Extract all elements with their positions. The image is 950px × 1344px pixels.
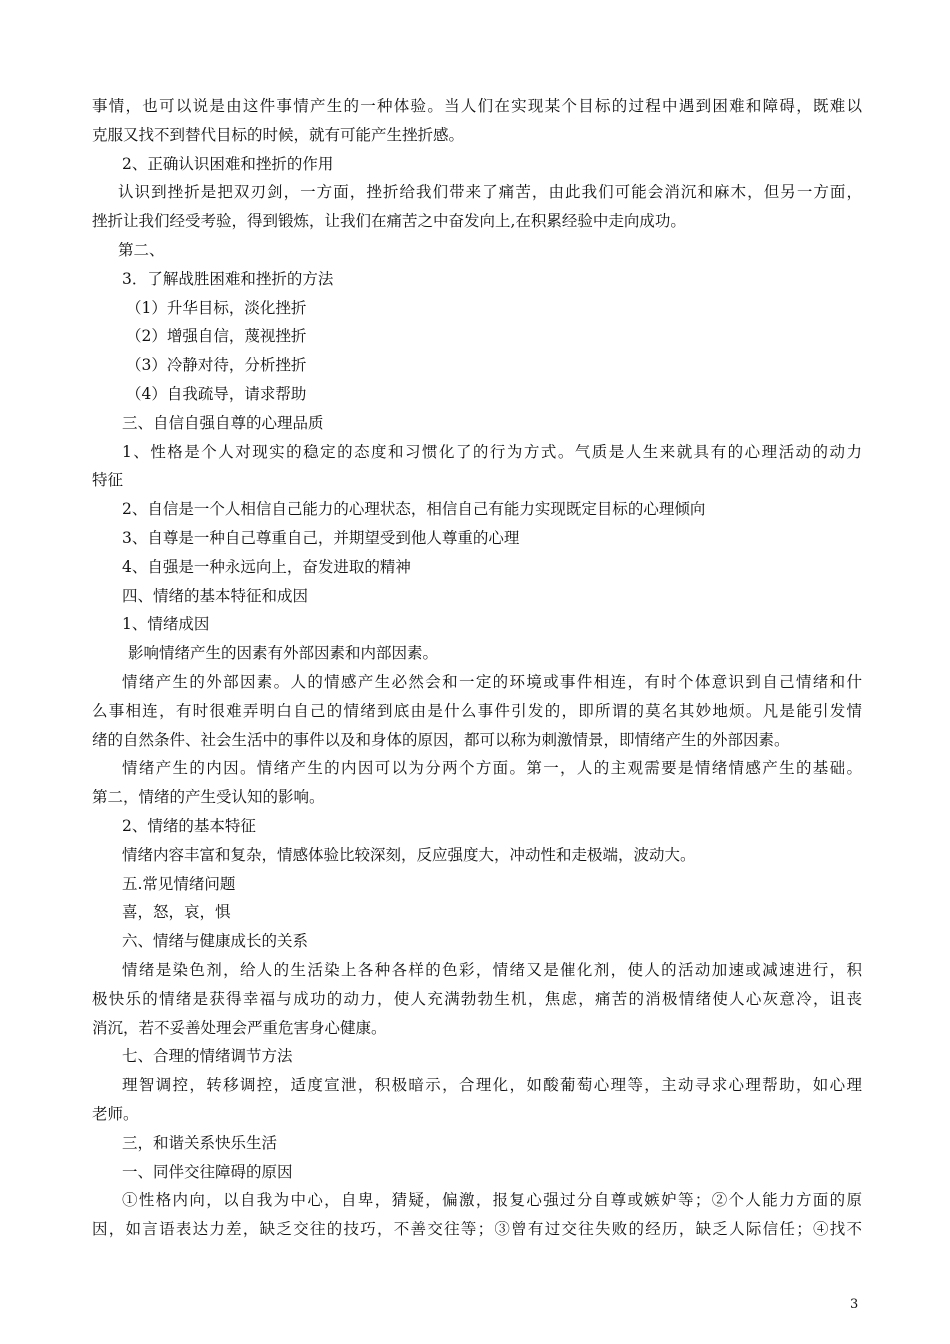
- text-line: （1）升华目标，淡化挫折: [126, 299, 307, 317]
- text-line: 1、情绪成因: [122, 615, 210, 633]
- section-heading: 三、自信自强自尊的心理品质: [122, 414, 324, 432]
- text-line: （4）自我疏导，请求帮助: [126, 385, 307, 403]
- text-line: 绪的自然条件、社会生活中的事件以及和身体的原因，都可以称为刺激情景，即情绪产生的外部因素。: [92, 731, 790, 749]
- text-line: 挫折让我们经受考验，得到锻炼，让我们在痛苦之中奋发向上,在积累经验中走向成功。: [92, 212, 686, 230]
- section-heading: 三，和谐关系快乐生活: [122, 1134, 278, 1152]
- page-number: 3: [850, 1297, 859, 1312]
- text-line: 消沉，若不妥善处理会严重危害身心健康。: [92, 1019, 387, 1037]
- text-line: 特征: [92, 471, 124, 489]
- text-line: 第二、: [118, 241, 165, 259]
- text-line: 2、情绪的基本特征: [122, 817, 256, 835]
- text-line: 2、正确认识困难和挫折的作用: [122, 155, 334, 173]
- text-line: （3）冷静对待，分析挫折: [126, 356, 307, 374]
- text-line: 喜，怒，哀，惧: [122, 903, 231, 921]
- text-line: （2）增强自信，蔑视挫折: [126, 327, 307, 345]
- text-line: 克服又找不到替代目标的时候，就有可能产生挫折感。: [92, 126, 465, 144]
- text-line: 认识到挫折是把双刃剑，一方面，挫折给我们带来了痛苦，由此我们可能会消沉和麻木，但另一方面，: [118, 183, 862, 201]
- text-line: 理智调控，转移调控，适度宣泄，积极暗示，合理化，如酸葡萄心理等，主动寻求心理帮助，如心理: [122, 1076, 862, 1094]
- text-line: 情绪产生的外部因素。人的情感产生必然会和一定的环境或事件相连，有时个体意识到自己情绪和什: [122, 673, 862, 691]
- text-line: 4、自强是一种永远向上，奋发进取的精神: [122, 558, 411, 576]
- section-heading: 五.常见情绪问题: [122, 875, 236, 893]
- text-line: 么事相连，有时很难弄明白自己的情绪到底由是什么事件引发的，即所谓的莫名其妙地烦。凡是能引发情: [92, 702, 862, 720]
- text-line: 情绪产生的内因。情绪产生的内因可以为分两个方面。第一，人的主观需要是情绪情感产生的基础。: [122, 759, 862, 777]
- text-line: 极快乐的情绪是获得幸福与成功的动力，使人充满勃勃生机，焦虑，痛苦的消极情绪使人心灰意冷，诅丧: [92, 990, 862, 1008]
- text-line: 老师。: [92, 1105, 139, 1123]
- section-heading: 四、情绪的基本特征和成因: [122, 587, 309, 605]
- text-line: 2、自信是一个人相信自己能力的心理状态，相信自己有能力实现既定目标的心理倾向: [122, 500, 706, 518]
- text-line: ①性格内向，以自我为中心，自卑，猜疑，偏激，报复心强过分自尊或嫉妒等；②个人能力方面的原: [122, 1191, 862, 1209]
- section-heading: 一、同伴交往障碍的原因: [122, 1163, 293, 1181]
- text-line: 事情，也可以说是由这件事情产生的一种体验。当人们在实现某个目标的过程中遇到困难和障碍，既难以: [92, 97, 862, 115]
- text-line: 影响情绪产生的因素有外部因素和内部因素。: [128, 644, 439, 662]
- text-line: 情绪内容丰富和复杂，情感体验比较深刻，反应强度大，冲动性和走极端，波动大。: [122, 846, 696, 864]
- text-line: 1、性格是个人对现实的稳定的态度和习惯化了的行为方式。气质是人生来就具有的心理活动的动力: [122, 443, 862, 461]
- text-line: 第二，情绪的产生受认知的影响。: [92, 788, 325, 806]
- text-line: 3．了解战胜困难和挫折的方法: [122, 270, 334, 288]
- section-heading: 七、合理的情绪调节方法: [122, 1047, 293, 1065]
- section-heading: 六、情绪与健康成长的关系: [122, 932, 309, 950]
- text-line: 3、自尊是一种自己尊重自己，并期望受到他人尊重的心理: [122, 529, 520, 547]
- text-line: 因，如言语表达力差，缺乏交往的技巧，不善交往等；③曾有过交往失败的经历，缺乏人际信任；④找不: [92, 1220, 862, 1238]
- text-line: 情绪是染色剂，给人的生活染上各种各样的色彩，情绪又是催化剂，使人的活动加速或减速进行，积: [122, 961, 862, 979]
